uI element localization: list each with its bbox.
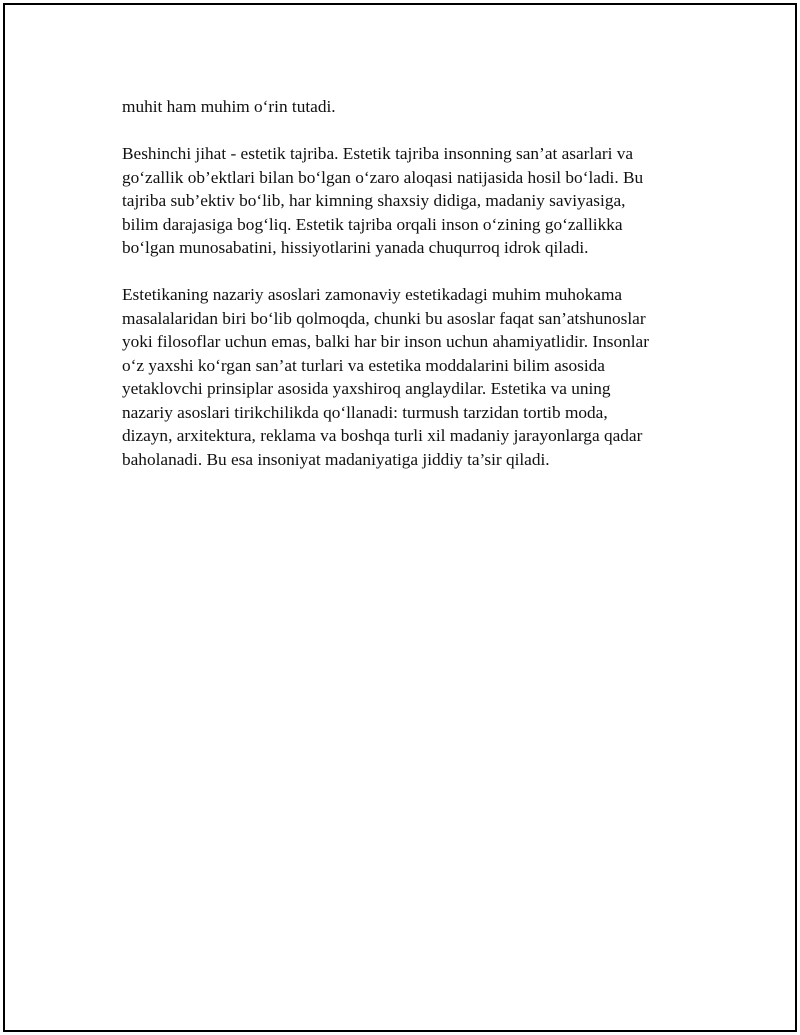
text-line: o‘z yaxshi ko‘rgan san’at turlari va estetika moddalarini bilim asosida — [122, 355, 605, 375]
text-line: muhit ham muhim o‘rin tutadi. — [122, 97, 336, 116]
text-line: Beshinchi jihat - estetik tajriba. Estetik tajriba insonning san’at asarlari va — [122, 144, 634, 163]
paragraph-2 — [122, 142, 712, 260]
text-line: yoki filosoflar uchun emas, balki har bir inson uchun ahamiyatlidir. Insonlar — [122, 332, 649, 351]
paragraph-1 — [122, 95, 712, 119]
text-line: tajriba sub’ektiv bo‘lib, har kimning shaxsiy didiga, madaniy saviyasiga, — [122, 191, 626, 210]
text-line: masalalaridan biri bo‘lib qolmoqda, chunki bu asoslar faqat san’atshunoslar — [122, 308, 646, 328]
text-line: bo‘lgan munosabatini, hissiyotlarini yanada chuqurroq idrok qiladi. — [122, 238, 589, 257]
paragraph-3 — [122, 283, 712, 471]
text-line: nazariy asoslari tirikchilikda qo‘llanadi: turmush tarzidan tortib moda, — [122, 402, 608, 422]
text-line: bilim darajasiga bog‘liq. Estetik tajriba orqali inson o‘zining go‘zallikka — [122, 214, 623, 234]
text-line: dizayn, arxitektura, reklama va boshqa turli xil madaniy jarayonlarga qadar — [122, 426, 643, 445]
text-line: yetaklovchi prinsiplar asosida yaxshiroq anglaydilar. Estetika va uning — [122, 379, 611, 398]
page-frame — [3, 3, 797, 1032]
text-line: Estetikaning nazariy asoslari zamonaviy estetikadagi muhim muhokama — [122, 285, 623, 304]
document-body — [122, 95, 712, 495]
text-line: go‘zallik ob’ektlari bilan bo‘lgan o‘zaro aloqasi natijasida hosil bo‘ladi. Bu — [122, 167, 644, 187]
text-line: baholanadi. Bu esa insoniyat madaniyatiga jiddiy ta’sir qiladi. — [122, 449, 550, 469]
